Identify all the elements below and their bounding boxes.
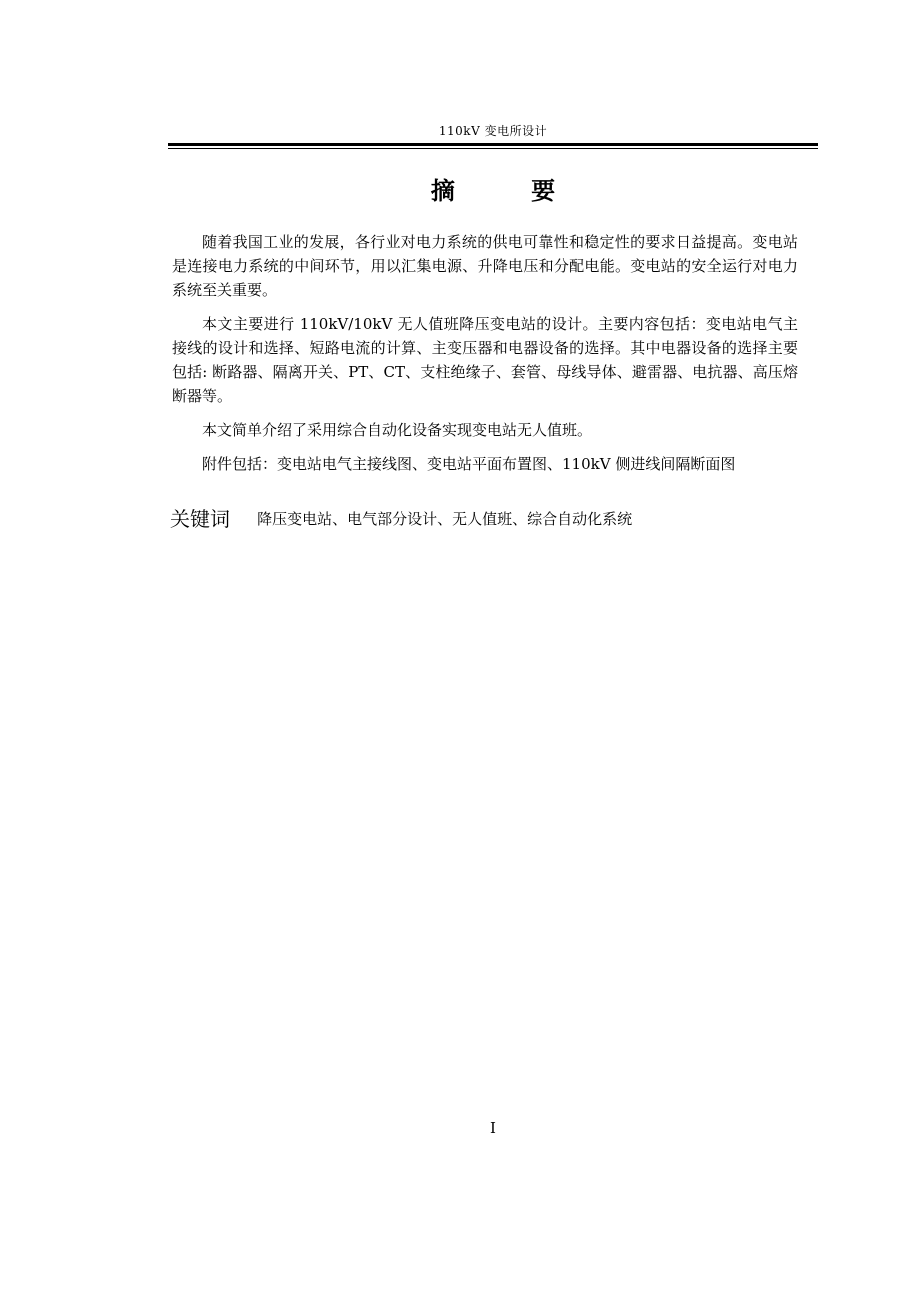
header-rule-thick	[168, 143, 818, 146]
abstract-paragraph: 随着我国工业的发展，各行业对电力系统的供电可靠性和稳定性的要求日益提高。变电站是连接电力系统的中间环节，用以汇集电源、升降电压和分配电能。变电站的安全运行对电力系统至关重要。	[172, 233, 798, 299]
abstract-paragraph: 本文主要进行 110kV/10kV 无人值班降压变电站的设计。主要内容包括：变电站电气主接线的设计和选择、短路电流的计算、主变压器和电器设备的选择。其中电器设备的选择主要包括: 断路器、隔离开关、PT、CT、支柱绝缘子、套管、母线导体、避雷器、电抗器、高压熔断器等。	[172, 315, 798, 405]
page-number: I	[490, 1119, 496, 1137]
abstract-body	[172, 230, 798, 486]
keywords-value: 降压变电站、电气部分设计、无人值班、综合自动化系统	[257, 510, 633, 528]
keywords-label: 关键词	[170, 507, 230, 531]
keywords-line	[170, 505, 810, 533]
abstract-title: 摘 要	[430, 177, 590, 205]
abstract-paragraph: 附件包括：变电站电气主接线图、变电站平面布置图、110kV 侧进线间隔断面图	[202, 455, 736, 473]
running-header: 110kV 变电所设计	[438, 124, 548, 138]
abstract-paragraph: 本文简单介绍了采用综合自动化设备实现变电站无人值班。	[202, 421, 593, 439]
header-rule-thin	[168, 148, 818, 149]
